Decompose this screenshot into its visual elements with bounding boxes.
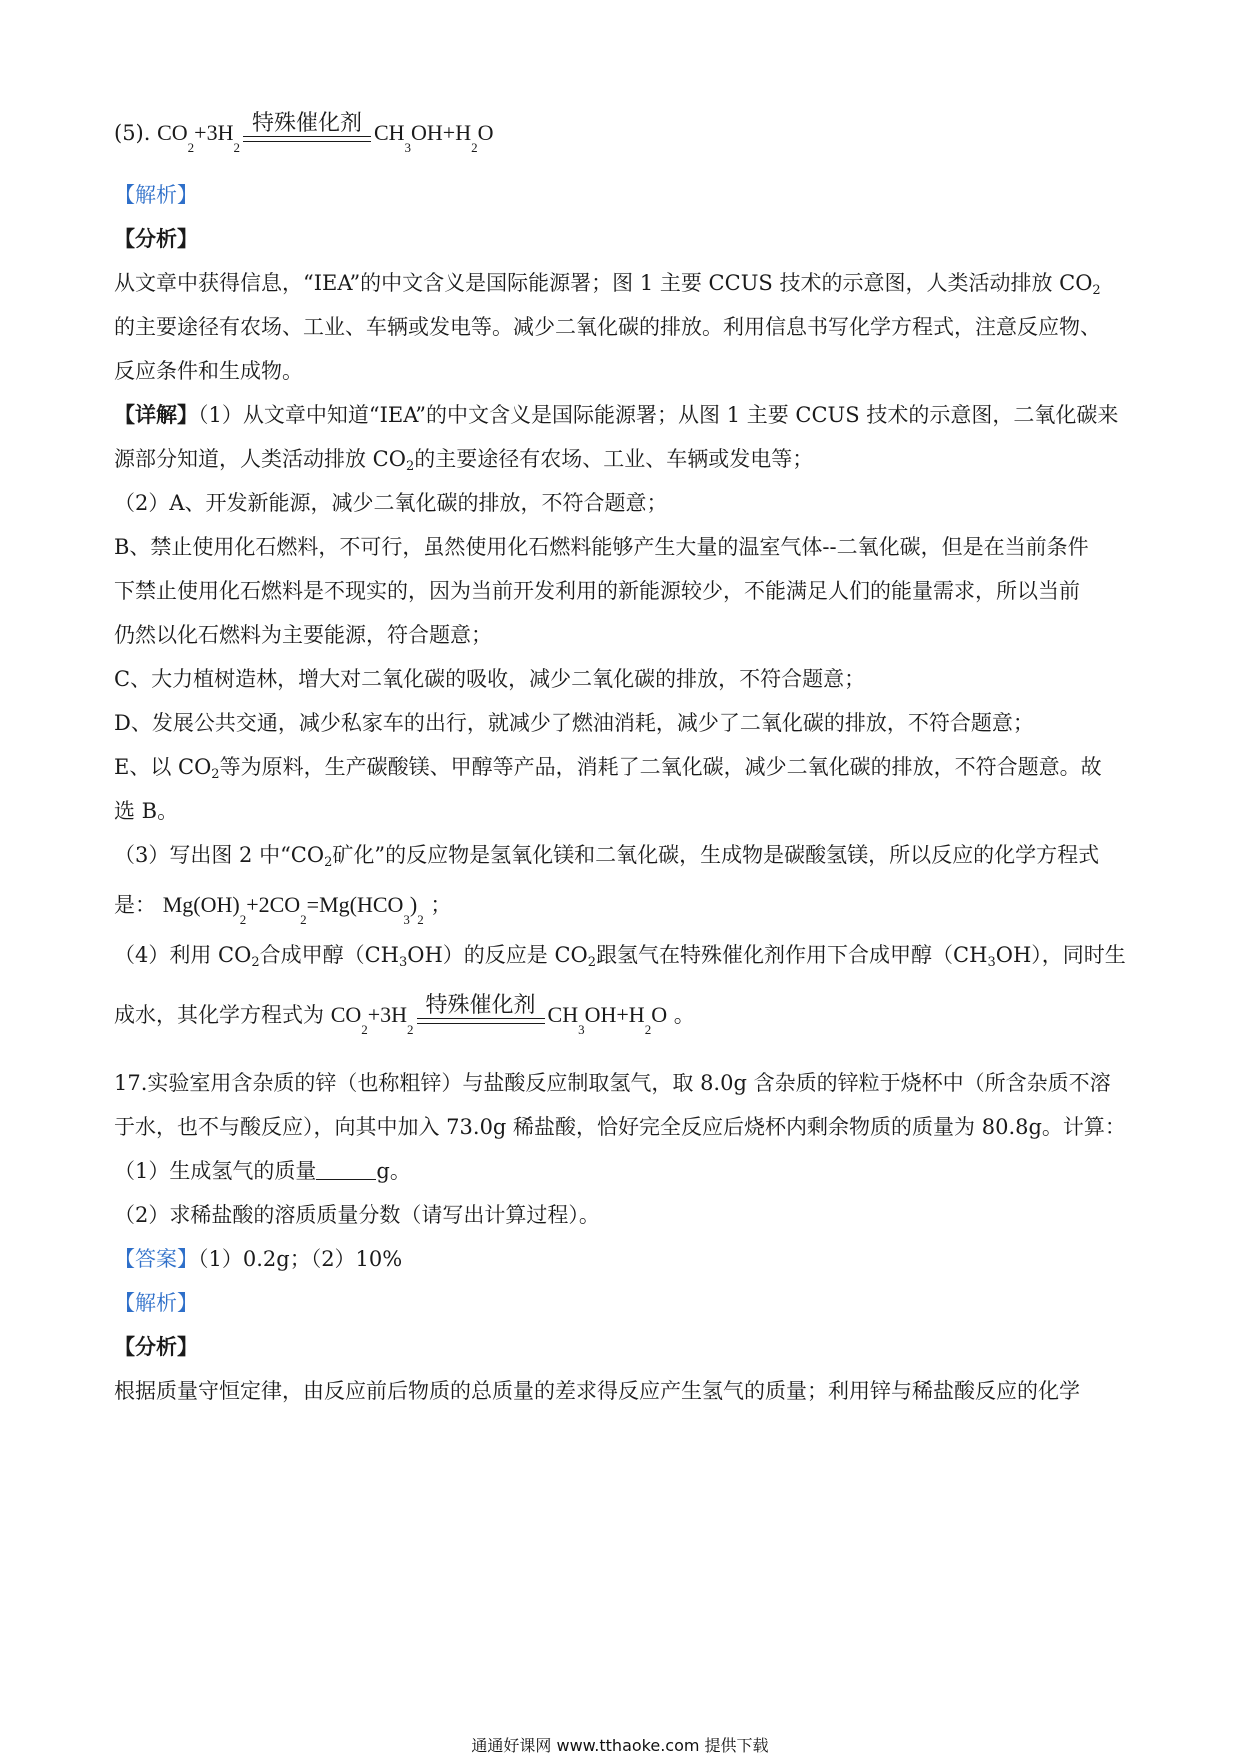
sub: 2 — [251, 955, 260, 970]
analysis-line: 根据质量守恒定律，由反应前后物质的总质量的差求得反应产生氢气的质量；利用锌与稀盐酸反应的化学 — [114, 1379, 1080, 1403]
answer-heading: 【答案】 — [114, 1247, 198, 1271]
equals-bars — [417, 1018, 545, 1024]
detail-line — [114, 444, 1134, 474]
q17-stem: 17.实验室用含杂质的锌（也称粗锌）与盐酸反应制取氢气，取 8.0g 含杂质的锌粒于烧杯中（所含杂质不溶 — [114, 1071, 1111, 1095]
answer-blank — [316, 1159, 376, 1180]
reaction-condition: 特殊催化剂 — [251, 111, 362, 136]
jiexi-heading: 【解析】 — [114, 183, 198, 207]
eq-term: CH — [547, 1002, 579, 1027]
eq-term: OH+H — [411, 120, 472, 145]
sub: 2 — [405, 459, 415, 474]
q17-sub1 — [114, 1156, 1134, 1186]
detail-line — [114, 993, 1134, 1037]
equals-bars — [243, 136, 371, 142]
q17-stem: 于水，也不与酸反应），向其中加入 73.0g 稀盐酸，恰好完全反应后烧杯内剩余物质的质量为 80.8g。计算： — [114, 1115, 1126, 1139]
text: 等为原料，生产碳酸镁、甲醇等产品，消耗了二氧化碳，减少二氧化碳的排放，不符合题意。故 — [219, 755, 1102, 779]
eq-term: CO — [157, 120, 188, 145]
q5-label: (5). — [114, 121, 158, 145]
text: 。 — [673, 1003, 695, 1027]
analysis-line — [114, 268, 1134, 298]
eq-term: O — [477, 120, 494, 145]
text: g。 — [376, 1159, 411, 1183]
eq-term: +3H — [194, 120, 234, 145]
reaction-condition: 特殊催化剂 — [425, 993, 536, 1018]
detail-line — [114, 400, 1134, 430]
eq-term: CO — [330, 1002, 362, 1027]
text: 合成甲醇（CH — [259, 943, 399, 967]
detail-line — [114, 890, 1134, 927]
q17-sub2: （2）求稀盐酸的溶质质量分数（请写出计算过程）。 — [114, 1203, 600, 1227]
eq-term: =Mg(HCO — [306, 892, 404, 917]
text: 的主要途径有农场、工业、车辆或发电等； — [414, 447, 814, 471]
text: 成水，其化学方程式为 — [114, 1003, 324, 1027]
text: 跟氢气在特殊催化剂作用下合成甲醇（CH — [596, 943, 988, 967]
methanol-equation: CO 2 +3H 2 特殊催化剂 CH 3 OH+H 2 O — [330, 993, 668, 1037]
answer-text: （1）0.2g；（2）10% — [198, 1247, 403, 1271]
text: 源部分知道，人类活动排放 CO — [114, 447, 406, 471]
analysis-line: 的主要途径有农场、工业、车辆或发电等。减少二氧化碳的排放。利用信息书写化学方程式，注意反应物、 — [114, 315, 1101, 339]
text: （4）利用 CO — [114, 943, 252, 967]
detail-line — [114, 752, 1134, 782]
detail-line — [114, 940, 1134, 970]
sub: 3 — [987, 955, 996, 970]
eq-term: Mg(OH) — [162, 892, 240, 917]
sub: 3 — [399, 955, 408, 970]
text: OH）的反应是 CO — [407, 943, 588, 967]
mg-equation: Mg(OH) 2 +2CO 2 =Mg(HCO 3 ) 2 — [162, 892, 424, 927]
detail-line: C、大力植树造林，增大对二氧化碳的吸收，减少二氧化碳的排放，不符合题意； — [114, 667, 866, 691]
text: 矿化”的反应物是氢氧化镁和二氧化碳，生成物是碳酸氢镁，所以反应的化学方程式 — [332, 843, 1100, 867]
text: E、以 CO — [114, 755, 212, 779]
detail-line: 仍然以化石燃料为主要能源，符合题意； — [114, 623, 492, 647]
detail-line: （2）A、开发新能源，减少二氧化碳的排放，不符合题意； — [114, 491, 668, 515]
text: （1）从文章中知道“IEA”的中文含义是国际能源署；从图 1 主要 CCUS 技术的示意图，二氧化碳来 — [198, 403, 1119, 427]
eq-term: OH+H — [584, 1002, 645, 1027]
detail-line: B、禁止使用化石燃料，不可行，虽然使用化石燃料能够产生大量的温室气体--二氧化碳，但是在当前条件 — [114, 535, 1089, 559]
detail-line: D、发展公共交通，减少私家车的出行，就减少了燃油消耗，减少了二氧化碳的排放，不符合题意； — [114, 711, 1034, 735]
detail-line: 下禁止使用化石燃料是不现实的，因为当前开发利用的新能源较少，不能满足人们的能量需求，所以当前 — [114, 579, 1080, 603]
analysis-line: 反应条件和生成物。 — [114, 359, 303, 383]
eq-term: O — [651, 1002, 668, 1027]
eq-term: CH — [373, 120, 405, 145]
footer-text: 通通好课网 www.tthaoke.com 提供下载 — [471, 1736, 769, 1755]
q5-equation: CO 2 +3H 2 特殊催化剂 CH 3 OH+H 2 O — [157, 111, 494, 155]
text: （1）生成氢气的质量 — [114, 1159, 317, 1183]
text: OH），同时生 — [995, 943, 1126, 967]
sub: 2 — [324, 855, 333, 870]
text: （3）写出图 2 中“CO — [114, 843, 325, 867]
xiangjie-heading: 【详解】 — [114, 403, 198, 427]
fenxi-heading: 【分析】 — [114, 1335, 198, 1359]
fenxi-heading: 【分析】 — [114, 227, 198, 251]
eq-term: ) — [409, 892, 418, 917]
text: 是： — [114, 893, 156, 917]
jiexi-heading: 【解析】 — [114, 1291, 198, 1315]
sub: 2 — [587, 955, 597, 970]
eq-term: +3H — [367, 1002, 408, 1027]
q17-answer — [114, 1244, 1134, 1274]
reaction-arrow — [417, 994, 545, 1024]
eq-term: +2CO — [246, 892, 301, 917]
sub: 2 — [1092, 283, 1101, 298]
q5-equation-line — [114, 111, 1134, 155]
reaction-arrow — [243, 112, 371, 142]
text: 从文章中获得信息，“IEA”的中文含义是国际能源署；图 1 主要 CCUS 技术的示意图，人类活动排放 CO — [114, 271, 1093, 295]
detail-line — [114, 840, 1134, 870]
sub: 2 — [211, 767, 220, 782]
text: ； — [430, 893, 452, 917]
detail-line: 选 B。 — [114, 799, 179, 823]
